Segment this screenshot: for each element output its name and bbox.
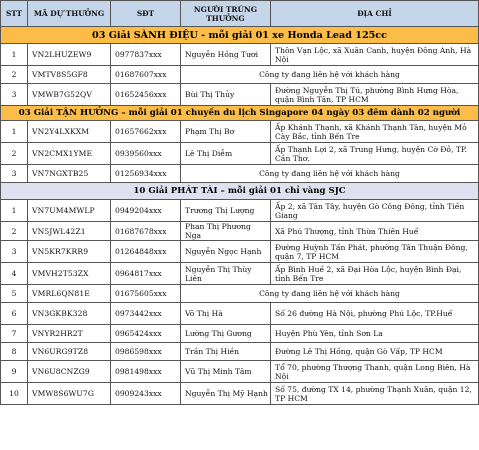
row-winner-name: Lê Thị Diễm bbox=[181, 143, 271, 165]
row-contact-note: Công ty đang liên hệ với khách hàng bbox=[181, 66, 479, 84]
row-phone: 01264848xxx bbox=[111, 241, 181, 263]
row-address: Ấp 2, xã Tân Tây, huyện Gò Công Đông, tỉnh Tiền Giang bbox=[271, 200, 479, 222]
row-winner-name: Phạm Thị Bơ bbox=[181, 121, 271, 143]
winners-body bbox=[1, 27, 479, 405]
winner-row bbox=[1, 143, 479, 165]
row-winner-name: Nguyễn Ngọc Hạnh bbox=[181, 241, 271, 263]
row-stt: 5 bbox=[1, 285, 28, 303]
row-winner-name: Bùi Thị Thủy bbox=[181, 84, 271, 106]
row-phone: 01687607xxx bbox=[111, 66, 181, 84]
row-stt: 3 bbox=[1, 165, 28, 183]
section-title: 10 Giải PHÁT TÀI – mỗi giải 01 chỉ vàng SJC bbox=[1, 183, 479, 200]
row-phone: 0939560xxx bbox=[111, 143, 181, 165]
row-code: VN2Y4LXKXM bbox=[28, 121, 111, 143]
row-code: VN2LHUZEW9 bbox=[28, 44, 111, 66]
row-address: Ấp Thạnh Lợi 2, xã Trung Hưng, huyện Cờ Đỏ, TP. Cần Thơ. bbox=[271, 143, 479, 165]
winner-row bbox=[1, 343, 479, 361]
row-code: VN6U8CNZG9 bbox=[28, 361, 111, 383]
row-winner-name: Nguyễn Hồng Tươi bbox=[181, 44, 271, 66]
winner-row bbox=[1, 222, 479, 241]
row-winner-name: Phan Thị Phương Nga bbox=[181, 222, 271, 241]
row-address: Ấp Bình Huề 2, xã Đại Hòa Lộc, huyện Bình Đại, tỉnh Bến Tre bbox=[271, 263, 479, 285]
row-phone: 01256934xxx bbox=[111, 165, 181, 183]
row-stt: 7 bbox=[1, 325, 28, 343]
section-header bbox=[1, 27, 479, 44]
row-address: Thôn Vạn Lộc, xã Xuân Canh, huyện Đông Anh, Hà Nội bbox=[271, 44, 479, 66]
row-stt: 3 bbox=[1, 84, 28, 106]
row-code: VN6URG9TZ8 bbox=[28, 343, 111, 361]
row-stt: 10 bbox=[1, 383, 28, 405]
row-address: Tổ 70, phường Thượng Thanh, quận Long Biên, Hà Nội bbox=[271, 361, 479, 383]
row-winner-name: Nguyễn Thị Thùy Liên bbox=[181, 263, 271, 285]
row-winner-name: Nguyễn Thị Mỹ Hạnh bbox=[181, 383, 271, 405]
section-title: 03 Giải TẬN HƯỞNG – mỗi giải 01 chuyến du lịch Singapore 04 ngày 03 đêm dành 02 người bbox=[1, 106, 479, 121]
row-stt: 1 bbox=[1, 44, 28, 66]
row-address: Số 26 đường Hà Nội, phường Phú Lộc, TP.Huế bbox=[271, 303, 479, 325]
header-name: NGƯỜI TRÚNG THƯỞNG bbox=[181, 1, 271, 27]
row-phone: 01652456xxx bbox=[111, 84, 181, 106]
row-phone: 0986598xxx bbox=[111, 343, 181, 361]
winner-row bbox=[1, 66, 479, 84]
row-address: Đường Huỳnh Tấn Phát, phường Tân Thuận Đông, quận 7, TP HCM bbox=[271, 241, 479, 263]
row-code: VN2CMX1YME bbox=[28, 143, 111, 165]
winner-row bbox=[1, 121, 479, 143]
header-row bbox=[1, 1, 479, 27]
row-address: Đường Lê Thị Hồng, quận Gò Vấp, TP HCM bbox=[271, 343, 479, 361]
row-code: VN3GKBK328 bbox=[28, 303, 111, 325]
row-stt: 2 bbox=[1, 143, 28, 165]
row-code: VN5KR7KRR9 bbox=[28, 241, 111, 263]
row-address: Đường Nguyễn Thị Tú, phường Bình Hưng Hòa, quận Bình Tân, TP HCM bbox=[271, 84, 479, 106]
row-stt: 3 bbox=[1, 241, 28, 263]
row-phone: 0949204xxx bbox=[111, 200, 181, 222]
winner-row bbox=[1, 383, 479, 405]
row-stt: 8 bbox=[1, 343, 28, 361]
winner-row bbox=[1, 44, 479, 66]
row-code: VN5JWL42Z1 bbox=[28, 222, 111, 241]
row-address: Xã Phú Thượng, tỉnh Thừa Thiên Huế bbox=[271, 222, 479, 241]
row-stt: 4 bbox=[1, 263, 28, 285]
row-contact-note: Công ty đang liên hệ với khách hàng bbox=[181, 165, 479, 183]
row-code: VMVH2T53ZX bbox=[28, 263, 111, 285]
row-code: VNYR2HR2T bbox=[28, 325, 111, 343]
row-code: VN7NGXTB25 bbox=[28, 165, 111, 183]
row-code: VMTV8S5GF8 bbox=[28, 66, 111, 84]
row-winner-name: Trương Thị Lượng bbox=[181, 200, 271, 222]
row-stt: 6 bbox=[1, 303, 28, 325]
row-winner-name: Võ Thị Hà bbox=[181, 303, 271, 325]
winner-row bbox=[1, 285, 479, 303]
row-code: VN7UM4MWLP bbox=[28, 200, 111, 222]
row-code: VMW8S6WU7G bbox=[28, 383, 111, 405]
row-stt: 1 bbox=[1, 121, 28, 143]
header-sdt: SĐT bbox=[111, 1, 181, 27]
row-contact-note: Công ty đang liên hệ với khách hàng bbox=[181, 285, 479, 303]
header-addr: ĐỊA CHỈ bbox=[271, 1, 479, 27]
row-stt: 1 bbox=[1, 200, 28, 222]
section-header bbox=[1, 106, 479, 121]
winner-row bbox=[1, 325, 479, 343]
row-phone: 0965424xxx bbox=[111, 325, 181, 343]
row-phone: 0981498xxx bbox=[111, 361, 181, 383]
row-phone: 01687678xxx bbox=[111, 222, 181, 241]
row-phone: 0909243xxx bbox=[111, 383, 181, 405]
row-winner-name: Trần Thị Hiền bbox=[181, 343, 271, 361]
row-stt: 2 bbox=[1, 222, 28, 241]
row-phone: 0977837xxx bbox=[111, 44, 181, 66]
row-phone: 01675605xxx bbox=[111, 285, 181, 303]
row-code: VMRL6QN81E bbox=[28, 285, 111, 303]
row-stt: 9 bbox=[1, 361, 28, 383]
winner-row bbox=[1, 361, 479, 383]
section-title: 03 Giải SÀNH ĐIỆU - mỗi giải 01 xe Honda Lead 125cc bbox=[1, 27, 479, 44]
winner-row bbox=[1, 200, 479, 222]
row-phone: 0964817xxx bbox=[111, 263, 181, 285]
row-phone: 01657662xxx bbox=[111, 121, 181, 143]
header-ma: MÃ DỰ THƯỞNG bbox=[28, 1, 111, 27]
row-address: Huyện Phù Yên, tỉnh Sơn La bbox=[271, 325, 479, 343]
winner-row bbox=[1, 303, 479, 325]
row-winner-name: Vũ Thị Minh Tâm bbox=[181, 361, 271, 383]
section-header bbox=[1, 183, 479, 200]
row-code: VMWB7G52QV bbox=[28, 84, 111, 106]
winner-row bbox=[1, 263, 479, 285]
winner-row bbox=[1, 241, 479, 263]
winner-row bbox=[1, 84, 479, 106]
header-stt: STT bbox=[1, 1, 28, 27]
row-address: Số 75, đường TX 14, phường Thạnh Xuân, quận 12, TP HCM bbox=[271, 383, 479, 405]
row-phone: 0973442xxx bbox=[111, 303, 181, 325]
row-stt: 2 bbox=[1, 66, 28, 84]
winner-row bbox=[1, 165, 479, 183]
row-winner-name: Lường Thị Gương bbox=[181, 325, 271, 343]
row-address: Ấp Khánh Thạnh, xã Khánh Thạnh Tân, huyện Mỏ Cày Bắc, tỉnh Bến Tre bbox=[271, 121, 479, 143]
